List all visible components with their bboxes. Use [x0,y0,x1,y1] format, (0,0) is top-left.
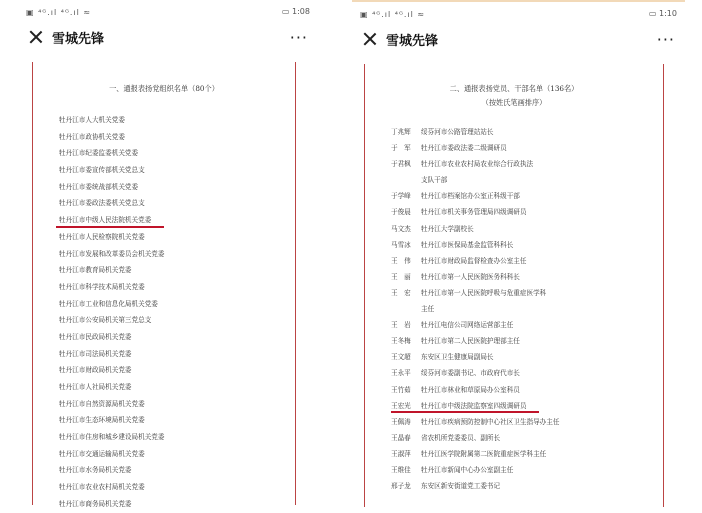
person-name: 马文杰 [391,224,411,233]
list-item [391,414,663,430]
list-item [391,237,663,253]
battery-time: ▭ 1:08 [281,7,310,16]
battery-time: ▭ 1:10 [648,9,677,18]
list-item: 牡丹江市农业农村局机关党委 [59,483,145,492]
list-item: 牡丹江市财政局机关党委 [59,366,132,375]
list-item: 牡丹江市商务局机关党委 [59,499,132,508]
list-item [391,221,663,237]
list-item [391,382,663,398]
person-desc: 牡丹江市委政法委二级调研员 [421,144,507,153]
list-item: 牡丹江市民政局机关党委 [59,332,132,341]
person-desc: 牡丹江市林业和草原局办公室科员 [421,385,520,394]
list-item: 牡丹江市生态环境局机关党委 [59,416,145,425]
list-item: 牡丹江市工业和信息化局机关党委 [59,299,158,308]
list-item [391,301,663,317]
list-item: 牡丹江市司法局机关党委 [59,349,132,358]
list-item [391,124,663,140]
list-item: 牡丹江市人民检察院机关党委 [59,232,145,241]
signal-status: ▣ ⁴ᴳ.ıl ⁴ᴳ.ıl ≈ [360,10,426,19]
right-phone-screenshot [352,0,685,497]
person-name: 王竹茹 [391,385,411,394]
list-item [391,430,663,446]
list-item: 牡丹江市自然资源局机关党委 [59,399,145,408]
list-item: 牡丹江市政协机关党委 [59,132,125,141]
list-item [391,285,663,301]
list-item [391,317,663,333]
person-name: 王 伟 [391,256,411,265]
person-name: 王永平 [391,369,411,378]
status-bar [352,2,685,24]
article-document [32,62,296,508]
person-name: 于君枫 [391,160,411,169]
person-desc: 绥芬河市委副书记、市政府代市长 [421,369,520,378]
list-item [391,140,663,156]
person-desc: 省农机所党委委员、副所长 [421,433,501,442]
list-item [391,478,663,494]
person-desc: 牡丹江市中级法院监察室四级调研员 [421,401,527,410]
list-item: 牡丹江市纪委监委机关党委 [59,149,139,158]
section-subheading: （按姓氏笔画排序） [481,98,547,107]
person-desc: 牡丹江市新闻中心办公室副主任 [421,465,514,474]
title-bar [352,24,685,54]
person-name: 于 军 [391,144,411,153]
person-name: 马雪冰 [391,240,411,249]
person-desc: 绥芬河市公路管理站站长 [421,128,494,136]
list-item: 牡丹江市委政法委机关党总支 [59,199,145,208]
person-desc: 东安区卫生健康局副局长 [421,353,494,362]
list-item [391,333,663,349]
highlighted-list-item [391,398,663,414]
person-desc: 牡丹江市档案馆办公室正科级干部 [421,192,520,201]
list-item [391,172,663,188]
list-item [391,269,663,285]
person-name: 于俊晨 [391,208,411,217]
person-desc: 支队干部 [421,176,448,185]
status-bar [18,0,318,22]
organization-list [33,112,295,513]
list-item: 牡丹江市住房和城乡建设局机关党委 [59,433,165,442]
person-desc: 牡丹江市第一人民医院呼吸与危重症医学科 [421,288,547,297]
close-icon[interactable] [28,29,44,45]
close-icon[interactable] [362,31,378,47]
person-desc: 牡丹江市疾病预防控制中心社区卫生指导办主任 [421,417,560,426]
list-item [391,446,663,462]
list-item: 牡丹江市发展和改革委员会机关党委 [59,249,165,258]
person-name: 丁兆辉 [391,128,411,136]
list-item [391,188,663,204]
list-item [391,349,663,365]
list-item: 牡丹江市委宣传部机关党总支 [59,166,145,175]
person-name: 王冬梅 [391,337,411,346]
person-desc: 牡丹江市财政局监督检查办公室主任 [421,256,527,265]
person-desc: 牡丹江市第二人民医院护理部主任 [421,337,520,346]
list-item [391,253,663,269]
person-name: 王晶春 [391,433,411,442]
more-options-icon[interactable]: ··· [289,28,308,47]
title-bar [18,22,318,52]
person-desc: 牡丹江市医保局基金监管科科长 [421,240,514,249]
person-name: 王 丽 [391,272,411,281]
person-desc: 牡丹江市第一人民医院医务科科长 [421,272,520,281]
person-desc: 东安区新安街道党工委书记 [421,482,501,491]
person-desc: 牡丹江市机关事务管理局四级调研员 [421,208,527,217]
list-item: 牡丹江市交通运输局机关党委 [59,449,145,458]
person-name: 于学峰 [391,192,411,201]
article-document [364,64,664,507]
person-name: 王维佳 [391,465,411,474]
person-name: 邢子龙 [391,482,411,491]
list-item [391,462,663,478]
person-desc: 牡丹江市农业农村局农业综合行政执法 [421,160,534,169]
list-item: 牡丹江市水务局机关党委 [59,466,132,475]
list-item: 牡丹江市委统战部机关党委 [59,182,139,191]
person-name: 王 岩 [391,321,411,330]
page-title: 雪城先锋 [386,33,439,49]
person-name: 王 宏 [391,288,411,297]
person-desc: 牡丹江电信公司网络运营部主任 [421,321,514,330]
list-item: 牡丹江市教育局机关党委 [59,266,132,275]
left-phone-screenshot [18,0,318,508]
person-name: 王佩涛 [391,417,411,426]
people-list [365,124,663,494]
page-title: 雪城先锋 [52,31,105,47]
person-desc: 牡丹江医学院附属第二医院重症医学科主任 [421,449,547,458]
person-name: 王文超 [391,353,411,362]
signal-status: ▣ ⁴ᴳ.ıl ⁴ᴳ.ıl ≈ [26,8,92,17]
list-item [391,156,663,172]
person-name: 王淑萍 [391,449,411,458]
list-item: 牡丹江市人社局机关党委 [59,383,132,391]
section-heading: 二、通报表扬党员、干部名单（136名） [449,84,579,93]
person-desc: 主任 [421,305,435,314]
list-item [391,204,663,220]
highlighted-list-item: 牡丹江市中级人民法院机关党委 [59,212,295,229]
more-options-icon[interactable]: ··· [656,30,675,49]
person-name: 王宏光 [391,401,411,410]
person-desc: 牡丹江大学副校长 [421,224,474,233]
section-heading: 一、通报表扬党组织名单（80个） [109,84,219,93]
list-item: 牡丹江市公安局机关第三党总支 [59,316,152,325]
list-item: 牡丹江市科学技术局机关党委 [59,282,145,291]
list-item [391,365,663,381]
list-item: 牡丹江市人大机关党委 [59,116,125,124]
